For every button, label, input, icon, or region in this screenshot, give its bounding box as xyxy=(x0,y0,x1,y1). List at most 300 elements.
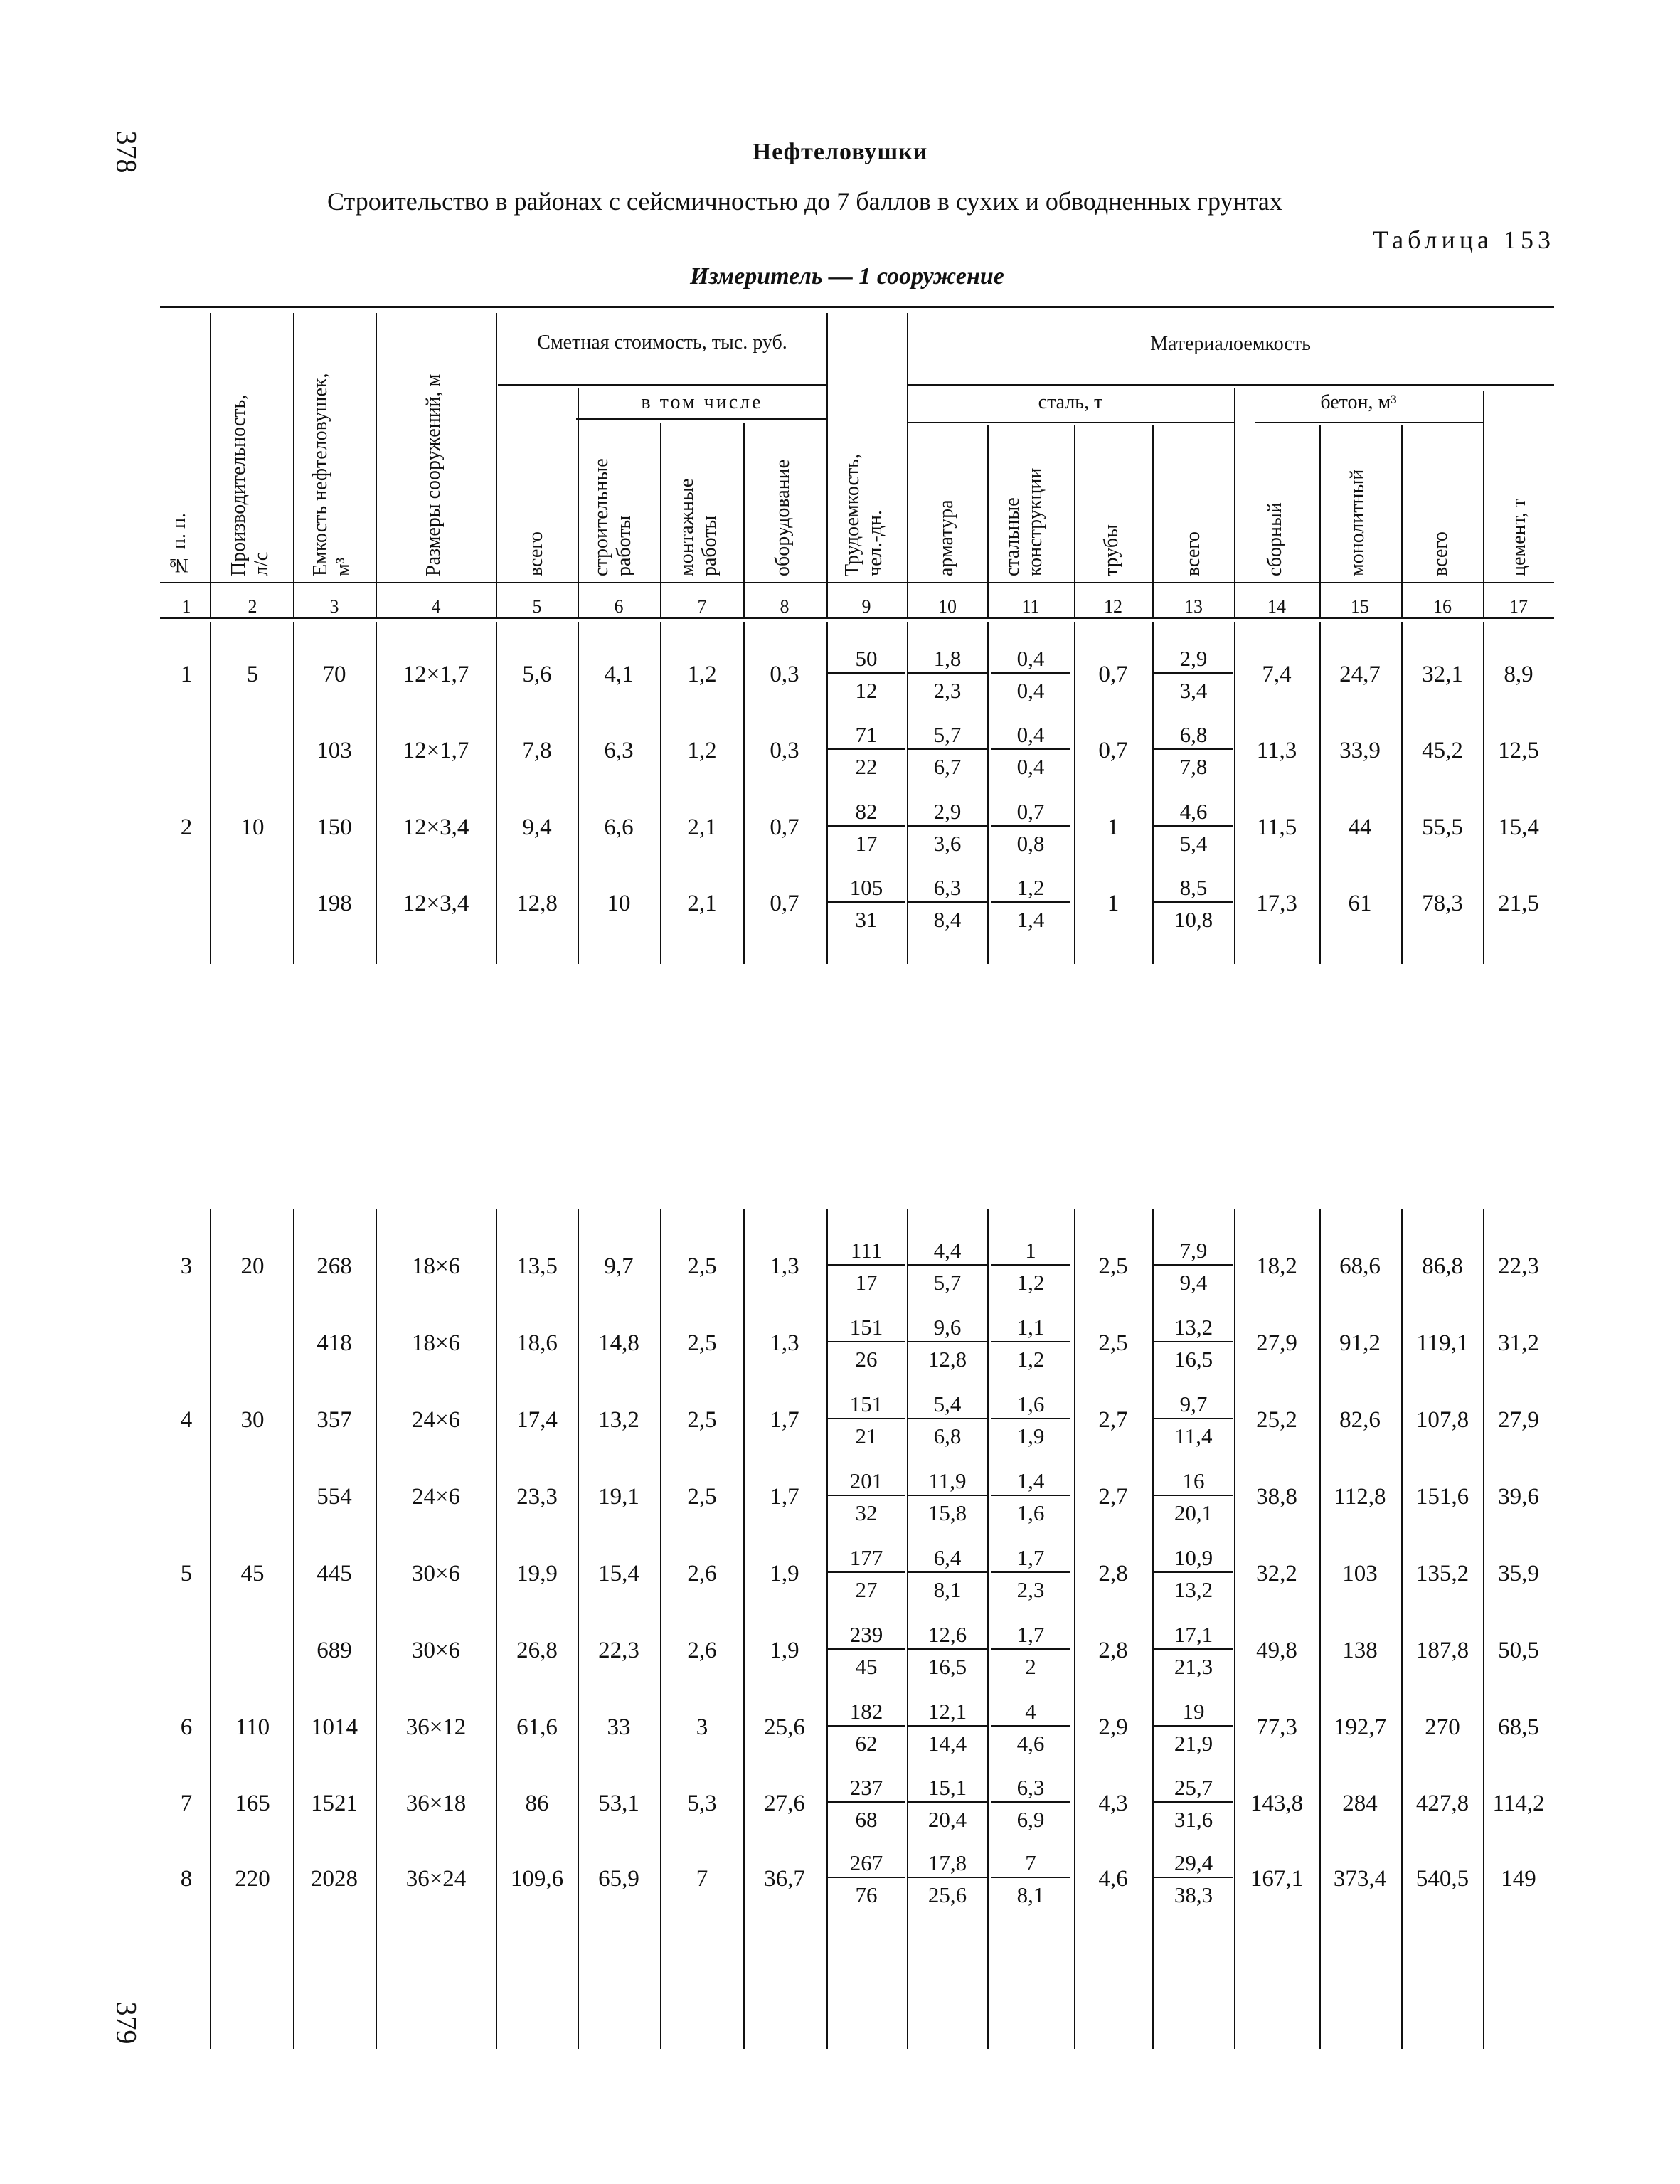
body-vline xyxy=(987,1209,989,2049)
fraction-denominator: 8,1 xyxy=(933,1577,962,1602)
fraction-denominator: 3,4 xyxy=(1179,678,1208,703)
table-cell: 7,4 xyxy=(1262,662,1292,687)
table-cell: 24×6 xyxy=(411,1484,461,1510)
table-cell: 11,3 xyxy=(1256,738,1297,763)
fraction-numerator: 12,1 xyxy=(908,1700,987,1727)
table-cell: 2 xyxy=(180,815,193,840)
column-number: 15 xyxy=(1351,596,1369,617)
fraction-denominator: 9,4 xyxy=(1179,1270,1208,1295)
table-cell: 27,9 xyxy=(1498,1407,1539,1433)
fraction-denominator: 45 xyxy=(855,1654,878,1679)
table-cell: 1014 xyxy=(311,1714,358,1740)
fraction-cell xyxy=(991,1393,1070,1447)
table-cell: 5 xyxy=(180,1561,193,1586)
column-number: 9 xyxy=(861,596,871,617)
fraction-cell xyxy=(991,800,1070,854)
fraction-numerator: 50 xyxy=(827,647,905,674)
fraction-denominator: 0,8 xyxy=(1016,831,1045,856)
table-cell: 50,5 xyxy=(1498,1638,1539,1663)
fraction-cell xyxy=(1154,1776,1233,1830)
table-cell: 6,6 xyxy=(604,815,634,840)
fraction-cell xyxy=(908,1316,987,1370)
fraction-cell xyxy=(908,876,987,931)
fraction-denominator: 13,2 xyxy=(1174,1577,1213,1602)
fraction-denominator: 2,3 xyxy=(1016,1577,1045,1602)
column-number: 8 xyxy=(780,596,790,617)
fraction-cell xyxy=(827,1700,905,1754)
fraction-denominator: 3,6 xyxy=(933,831,962,856)
table-cell: 1,3 xyxy=(770,1253,799,1279)
fraction-numerator: 4 xyxy=(991,1700,1070,1727)
page-title: Нефтеловушки xyxy=(752,139,928,165)
table-cell: 2,5 xyxy=(687,1484,717,1510)
table-cell: 14,8 xyxy=(598,1330,639,1356)
fraction-numerator: 25,7 xyxy=(1154,1776,1233,1803)
fraction-denominator: 15,8 xyxy=(927,1500,967,1525)
fraction-numerator: 151 xyxy=(827,1316,905,1342)
fraction-denominator: 32 xyxy=(855,1500,878,1525)
fraction-denominator: 8,4 xyxy=(933,907,962,932)
col-header-total-cost: всего xyxy=(525,531,547,576)
fraction-denominator: 5,4 xyxy=(1179,831,1208,856)
table-cell: 61,6 xyxy=(516,1714,558,1740)
table-cell: 2,8 xyxy=(1098,1638,1128,1663)
hdr-vline xyxy=(826,313,828,617)
fraction-numerator: 1,7 xyxy=(991,1547,1070,1573)
column-number: 10 xyxy=(938,596,957,617)
column-number: 13 xyxy=(1184,596,1203,617)
fraction-numerator: 11,9 xyxy=(908,1470,987,1496)
hdr-vline xyxy=(496,313,497,617)
table-cell: 77,3 xyxy=(1256,1714,1297,1740)
table-cell: 18,6 xyxy=(516,1330,558,1356)
fraction-numerator: 5,7 xyxy=(908,723,987,750)
header-bottom-rule xyxy=(160,582,1554,583)
col-header-pipes: трубы xyxy=(1100,524,1122,576)
fraction-denominator: 1,4 xyxy=(1016,907,1045,932)
fraction-numerator: 1,4 xyxy=(991,1470,1070,1496)
table-cell: 220 xyxy=(235,1866,270,1892)
fraction-denominator: 21,9 xyxy=(1174,1731,1213,1756)
fraction-cell xyxy=(991,1316,1070,1370)
table-cell: 4,1 xyxy=(604,662,634,687)
fraction-cell xyxy=(908,723,987,778)
table-cell: 192,7 xyxy=(1333,1714,1387,1740)
hdr-vline xyxy=(1483,391,1484,617)
fraction-cell xyxy=(991,1852,1070,1906)
table-cell: 6 xyxy=(180,1714,193,1740)
hdr-vline xyxy=(987,425,989,617)
table-cell: 5,3 xyxy=(687,1791,717,1816)
table-cell: 61 xyxy=(1348,891,1372,916)
table-cell: 10 xyxy=(240,815,265,840)
hdr-vline xyxy=(1319,425,1321,617)
table-cell: 49,8 xyxy=(1256,1638,1297,1663)
fraction-cell xyxy=(1154,876,1233,931)
fraction-cell xyxy=(991,1623,1070,1677)
fraction-cell xyxy=(827,1623,905,1677)
body-vline xyxy=(210,1209,211,2049)
fraction-cell xyxy=(827,876,905,931)
fraction-denominator: 12,8 xyxy=(927,1347,967,1372)
col-header-dimensions: Размеры сооружений, м xyxy=(422,373,445,576)
column-number: 3 xyxy=(329,596,339,617)
fraction-denominator: 20,4 xyxy=(927,1807,967,1832)
table-cell: 0,7 xyxy=(770,815,799,840)
fraction-denominator: 7,8 xyxy=(1179,754,1208,779)
table-cell: 70 xyxy=(322,662,346,687)
fraction-numerator: 29,4 xyxy=(1154,1852,1233,1878)
table-cell: 15,4 xyxy=(598,1561,639,1586)
column-number: 6 xyxy=(614,596,624,617)
table-cell: 3 xyxy=(180,1253,193,1279)
fraction-denominator: 31,6 xyxy=(1174,1807,1213,1832)
table-cell: 135,2 xyxy=(1415,1561,1469,1586)
col-header-concrete-total: всего xyxy=(1430,531,1452,576)
fraction-cell xyxy=(991,1700,1070,1754)
table-cell: 1,9 xyxy=(770,1561,799,1586)
table-cell: 36,7 xyxy=(764,1866,805,1892)
table-cell: 1 xyxy=(1107,891,1120,916)
fraction-numerator: 151 xyxy=(827,1393,905,1419)
table-cell: 91,2 xyxy=(1339,1330,1381,1356)
fraction-cell xyxy=(908,1700,987,1754)
table-cell: 30×6 xyxy=(411,1638,461,1663)
page-number-bottom: 379 xyxy=(110,2001,143,2045)
fraction-denominator: 12 xyxy=(855,678,878,703)
table-cell: 107,8 xyxy=(1415,1407,1469,1433)
hdr-vline xyxy=(210,313,211,617)
column-number: 16 xyxy=(1433,596,1452,617)
steel-group-rule xyxy=(907,422,1234,423)
fraction-numerator: 111 xyxy=(827,1239,905,1266)
table-cell: 2,9 xyxy=(1098,1714,1128,1740)
cost-group-header: Сметная стоимость, тыс. руб. xyxy=(537,332,787,354)
colnum-bottom-rule xyxy=(160,617,1554,619)
table-cell: 9,7 xyxy=(604,1253,634,1279)
fraction-denominator: 17 xyxy=(855,1270,878,1295)
concrete-group-rule xyxy=(1255,422,1483,423)
fraction-denominator: 26 xyxy=(855,1347,878,1372)
hdr-vline xyxy=(1152,425,1154,617)
table-cell: 103 xyxy=(1342,1561,1378,1586)
table-cell: 1,7 xyxy=(770,1484,799,1510)
table-cell: 373,4 xyxy=(1333,1866,1387,1892)
table-cell: 2,5 xyxy=(687,1330,717,1356)
fraction-cell xyxy=(991,1547,1070,1601)
table-cell: 15,4 xyxy=(1498,815,1539,840)
column-number: 4 xyxy=(431,596,441,617)
fraction-cell xyxy=(827,1239,905,1293)
fraction-numerator: 15,1 xyxy=(908,1776,987,1803)
column-number: 14 xyxy=(1267,596,1286,617)
fraction-numerator: 6,8 xyxy=(1154,723,1233,750)
table-cell: 7 xyxy=(180,1791,193,1816)
table-cell: 5 xyxy=(246,662,259,687)
fraction-denominator: 0,4 xyxy=(1016,678,1045,703)
fraction-numerator: 2,9 xyxy=(908,800,987,827)
fraction-cell xyxy=(827,1776,905,1830)
table-cell: 8 xyxy=(180,1866,193,1892)
fraction-denominator: 0,4 xyxy=(1016,754,1045,779)
table-cell: 418 xyxy=(317,1330,352,1356)
table-cell: 35,9 xyxy=(1498,1561,1539,1586)
col-header-monolithic: монолитный xyxy=(1346,469,1368,576)
fraction-numerator: 17,1 xyxy=(1154,1623,1233,1650)
fraction-numerator: 1 xyxy=(991,1239,1070,1266)
fraction-denominator: 6,7 xyxy=(933,754,962,779)
fraction-numerator: 16 xyxy=(1154,1470,1233,1496)
table-cell: 21,5 xyxy=(1498,891,1539,916)
fraction-denominator: 2 xyxy=(1025,1654,1036,1679)
table-cell: 13,5 xyxy=(516,1253,558,1279)
fraction-denominator: 8,1 xyxy=(1016,1882,1045,1907)
fraction-numerator: 17,8 xyxy=(908,1852,987,1878)
incl-group-header: в том числе xyxy=(641,391,763,413)
fraction-cell xyxy=(1154,1852,1233,1906)
table-cell: 7 xyxy=(696,1866,708,1892)
fraction-denominator: 25,6 xyxy=(927,1882,967,1907)
fraction-numerator: 4,6 xyxy=(1154,800,1233,827)
fraction-denominator: 31 xyxy=(855,907,878,932)
cost-group-rule xyxy=(498,384,826,386)
table-cell: 12×3,4 xyxy=(403,815,469,840)
table-cell: 20 xyxy=(240,1253,265,1279)
col-header-cement: цемент, т xyxy=(1508,499,1530,576)
table-cell: 2,5 xyxy=(687,1253,717,1279)
fraction-numerator: 10,9 xyxy=(1154,1547,1233,1573)
fraction-cell xyxy=(827,1393,905,1447)
hdr-vline xyxy=(578,388,579,617)
table-cell: 19,1 xyxy=(598,1484,639,1510)
table-cell: 12×3,4 xyxy=(403,891,469,916)
table-cell: 540,5 xyxy=(1415,1866,1469,1892)
fraction-cell xyxy=(827,1316,905,1370)
fraction-numerator: 12,6 xyxy=(908,1623,987,1650)
table-cell: 268 xyxy=(317,1253,352,1279)
table-cell: 2,7 xyxy=(1098,1484,1128,1510)
fraction-denominator: 1,2 xyxy=(1016,1347,1045,1372)
fraction-denominator: 62 xyxy=(855,1731,878,1756)
fraction-denominator: 14,4 xyxy=(927,1731,967,1756)
body-vline xyxy=(987,622,989,964)
hdr-vline xyxy=(1401,425,1403,617)
fraction-numerator: 1,1 xyxy=(991,1316,1070,1342)
fraction-denominator: 21 xyxy=(855,1424,878,1448)
fraction-denominator: 1,6 xyxy=(1016,1500,1045,1525)
fraction-cell xyxy=(1154,1316,1233,1370)
col-header-rebar: арматура xyxy=(935,499,957,576)
fraction-numerator: 239 xyxy=(827,1623,905,1650)
table-cell: 65,9 xyxy=(598,1866,639,1892)
fraction-cell xyxy=(1154,723,1233,778)
table-cell: 31,2 xyxy=(1498,1330,1539,1356)
page-subtitle: Строительство в районах с сейсмичностью до 7 баллов в сухих и обводненных грунтах xyxy=(327,187,1282,216)
table-cell: 38,8 xyxy=(1256,1484,1297,1510)
col-header-labor: Трудоемкость, чел.-дн. xyxy=(841,454,887,576)
fraction-denominator: 21,3 xyxy=(1174,1654,1213,1679)
table-cell: 2,5 xyxy=(687,1407,717,1433)
fraction-denominator: 1,2 xyxy=(1016,1270,1045,1295)
fraction-cell xyxy=(908,1239,987,1293)
table-cell: 1 xyxy=(180,662,193,687)
fraction-numerator: 8,5 xyxy=(1154,876,1233,903)
fraction-denominator: 6,8 xyxy=(933,1424,962,1448)
table-cell: 6,3 xyxy=(604,738,634,763)
table-cell: 165 xyxy=(235,1791,270,1816)
table-label: Таблица 153 xyxy=(1373,226,1555,254)
fraction-cell xyxy=(908,1776,987,1830)
table-cell: 86,8 xyxy=(1422,1253,1463,1279)
col-header-equipment: оборудование xyxy=(772,459,794,576)
hdr-vline xyxy=(1074,425,1075,617)
hdr-vline xyxy=(907,313,908,617)
table-cell: 2,1 xyxy=(687,891,717,916)
fraction-cell xyxy=(908,1623,987,1677)
header-top-rule xyxy=(160,306,1554,308)
col-header-productivity: Производительность, л/с xyxy=(228,394,273,576)
fraction-cell xyxy=(991,647,1070,701)
fraction-numerator: 2,9 xyxy=(1154,647,1233,674)
table-cell: 119,1 xyxy=(1416,1330,1469,1356)
column-number: 1 xyxy=(181,596,191,617)
table-cell: 0,3 xyxy=(770,738,799,763)
fraction-numerator: 0,4 xyxy=(991,723,1070,750)
fraction-denominator: 27 xyxy=(855,1577,878,1602)
fraction-denominator: 4,6 xyxy=(1016,1731,1045,1756)
fraction-cell xyxy=(1154,800,1233,854)
table-cell: 1,2 xyxy=(687,662,717,687)
column-number: 2 xyxy=(248,596,257,617)
table-cell: 68,6 xyxy=(1339,1253,1381,1279)
table-cell: 270 xyxy=(1425,1714,1460,1740)
fraction-numerator: 1,7 xyxy=(991,1623,1070,1650)
table-cell: 103 xyxy=(317,738,352,763)
fraction-cell xyxy=(1154,1700,1233,1754)
table-cell: 2,5 xyxy=(1098,1253,1128,1279)
table-cell: 110 xyxy=(235,1714,270,1740)
table-cell: 10 xyxy=(607,891,631,916)
hdr-vline xyxy=(376,313,377,617)
table-cell: 0,7 xyxy=(1098,662,1128,687)
table-cell: 53,1 xyxy=(598,1791,639,1816)
fraction-cell xyxy=(991,1239,1070,1293)
hdr-vline xyxy=(293,313,294,617)
fraction-cell xyxy=(908,1852,987,1906)
table-cell: 36×18 xyxy=(405,1791,467,1816)
fraction-numerator: 19 xyxy=(1154,1700,1233,1727)
hdr-vline xyxy=(1234,388,1235,617)
page-number-top: 378 xyxy=(110,130,143,174)
table-cell: 45,2 xyxy=(1422,738,1463,763)
table-cell: 2,1 xyxy=(687,815,717,840)
fraction-numerator: 177 xyxy=(827,1547,905,1573)
col-header-steel-structures: стальные конструкции xyxy=(1001,467,1047,576)
table-cell: 8,9 xyxy=(1504,662,1533,687)
column-number: 7 xyxy=(697,596,707,617)
table-cell: 112,8 xyxy=(1334,1484,1386,1510)
table-cell: 44 xyxy=(1348,815,1372,840)
table-cell: 0,7 xyxy=(1098,738,1128,763)
hdr-vline xyxy=(743,423,745,617)
table-cell: 150 xyxy=(317,815,352,840)
table-cell: 36×24 xyxy=(405,1866,467,1892)
fraction-cell xyxy=(991,1470,1070,1524)
table-cell: 36×12 xyxy=(405,1714,467,1740)
fraction-denominator: 17 xyxy=(855,831,878,856)
col-header-number: № п. п. xyxy=(168,513,190,576)
table-cell: 24,7 xyxy=(1339,662,1381,687)
table-cell: 78,3 xyxy=(1422,891,1463,916)
table-cell: 33 xyxy=(607,1714,631,1740)
fraction-denominator: 68 xyxy=(855,1807,878,1832)
fraction-numerator: 105 xyxy=(827,876,905,903)
table-cell: 7,8 xyxy=(522,738,552,763)
col-header-construction: строительные работы xyxy=(590,458,636,576)
table-cell: 32,2 xyxy=(1256,1561,1297,1586)
col-header-capacity: Емкость нефтеловушек, м³ xyxy=(309,373,355,576)
table-cell: 9,4 xyxy=(522,815,552,840)
table-cell: 30 xyxy=(240,1407,265,1433)
fraction-denominator: 76 xyxy=(855,1882,878,1907)
fraction-cell xyxy=(908,800,987,854)
table-cell: 1 xyxy=(1107,815,1120,840)
fraction-cell xyxy=(1154,647,1233,701)
table-cell: 33,9 xyxy=(1339,738,1381,763)
fraction-denominator: 38,3 xyxy=(1174,1882,1213,1907)
table-cell: 17,3 xyxy=(1256,891,1297,916)
fraction-numerator: 7 xyxy=(991,1852,1070,1878)
fraction-denominator: 6,9 xyxy=(1016,1807,1045,1832)
fraction-numerator: 4,4 xyxy=(908,1239,987,1266)
table-cell: 18×6 xyxy=(411,1253,461,1279)
table-cell: 13,2 xyxy=(598,1407,639,1433)
fraction-numerator: 1,8 xyxy=(908,647,987,674)
fraction-numerator: 1,2 xyxy=(991,876,1070,903)
table-cell: 5,6 xyxy=(522,662,552,687)
fraction-numerator: 0,7 xyxy=(991,800,1070,827)
table-cell: 427,8 xyxy=(1415,1791,1469,1816)
fraction-numerator: 1,6 xyxy=(991,1393,1070,1419)
table-cell: 1521 xyxy=(311,1791,358,1816)
fraction-cell xyxy=(908,1393,987,1447)
table-cell: 1,3 xyxy=(770,1330,799,1356)
measure-unit: Измеритель — 1 сооружение xyxy=(690,263,1004,290)
table-cell: 1,2 xyxy=(687,738,717,763)
table-cell: 27,6 xyxy=(764,1791,805,1816)
fraction-cell xyxy=(827,647,905,701)
fraction-numerator: 6,3 xyxy=(908,876,987,903)
fraction-numerator: 82 xyxy=(827,800,905,827)
fraction-cell xyxy=(827,800,905,854)
table-cell: 45 xyxy=(240,1561,265,1586)
table-cell: 25,2 xyxy=(1256,1407,1297,1433)
table-cell: 2,5 xyxy=(1098,1330,1128,1356)
fraction-cell xyxy=(827,1547,905,1601)
table-cell: 138 xyxy=(1342,1638,1378,1663)
table-cell: 0,3 xyxy=(770,662,799,687)
table-cell: 4,6 xyxy=(1098,1866,1128,1892)
table-cell: 1,9 xyxy=(770,1638,799,1663)
column-number: 12 xyxy=(1104,596,1122,617)
table-cell: 25,6 xyxy=(764,1714,805,1740)
table-cell: 2,6 xyxy=(687,1638,717,1663)
table-cell: 2,8 xyxy=(1098,1561,1128,1586)
hdr-vline xyxy=(660,423,661,617)
table-cell: 55,5 xyxy=(1422,815,1463,840)
table-cell: 39,6 xyxy=(1498,1484,1539,1510)
table-cell: 22,3 xyxy=(1498,1253,1539,1279)
